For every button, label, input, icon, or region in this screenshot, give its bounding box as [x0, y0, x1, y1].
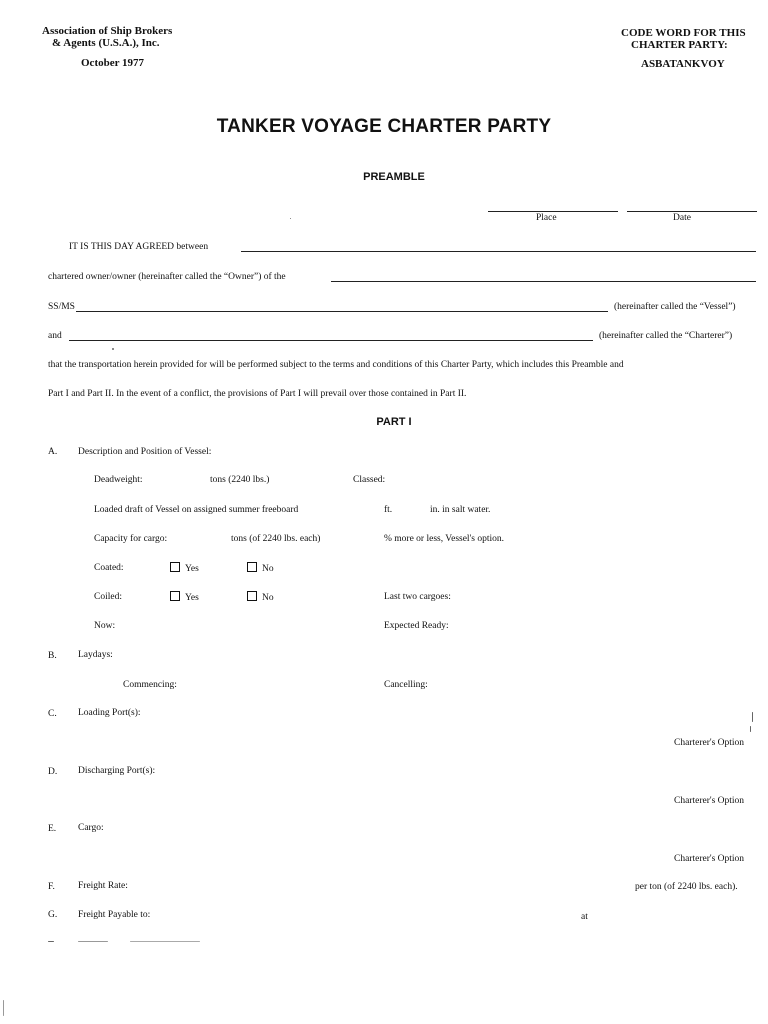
form-date: October 1977	[81, 57, 145, 69]
deadweight-unit: tons (2240 lbs.)	[210, 475, 270, 485]
org-name-line1: Association of Ship Brokers	[42, 25, 173, 37]
coiled-no-label: No	[262, 593, 274, 603]
between-party-line[interactable]	[241, 251, 756, 252]
coiled-yes-checkbox[interactable]	[170, 591, 180, 601]
section-a-label: Description and Position of Vessel:	[78, 447, 212, 457]
coated-no-checkbox[interactable]	[247, 562, 257, 572]
owner-text: chartered owner/owner (hereinafter called the “Owner”) of the	[48, 272, 286, 282]
more-or-less-label: % more or less, Vessel's option.	[384, 534, 505, 544]
discharging-ports-label: Discharging Port(s):	[78, 766, 156, 776]
freight-payable-label: Freight Payable to:	[78, 910, 151, 920]
cancelling-label: Cancelling:	[384, 680, 428, 690]
vessel-note: (hereinafter called the “Vessel”)	[614, 302, 736, 312]
code-word: ASBATANKVOY	[641, 58, 725, 70]
coated-label: Coated:	[94, 563, 124, 573]
coated-no-label: No	[262, 564, 274, 574]
loading-charterer-option: Charterer's Option	[674, 738, 745, 748]
laydays-label: Laydays:	[78, 650, 113, 660]
section-b-letter: B.	[48, 651, 57, 661]
draft-ft-label: ft.	[384, 505, 393, 515]
and-label: and	[48, 331, 62, 341]
deadweight-label: Deadweight:	[94, 475, 143, 485]
section-a-letter: A.	[48, 447, 58, 457]
cargo-label: Cargo:	[78, 823, 104, 833]
capacity-unit: tons (of 2240 lbs. each)	[231, 534, 321, 544]
ssms-label: SS/MS	[48, 302, 75, 312]
salt-water-label: in. in salt water.	[430, 505, 491, 515]
coiled-no-checkbox[interactable]	[247, 591, 257, 601]
coated-yes-checkbox[interactable]	[170, 562, 180, 572]
date-line[interactable]	[627, 211, 757, 212]
agreed-between-text: IT IS THIS DAY AGREED between	[69, 242, 209, 252]
payable-at-label: at	[581, 912, 588, 922]
section-f-letter: F.	[48, 882, 55, 892]
document-title: TANKER VOYAGE CHARTER PARTY	[216, 116, 552, 137]
expected-ready-label: Expected Ready:	[384, 621, 449, 631]
owner-line[interactable]	[331, 281, 756, 282]
date-label: Date	[673, 213, 691, 223]
capacity-label: Capacity for cargo:	[94, 534, 168, 544]
place-label: Place	[536, 213, 557, 223]
coated-yes-label: Yes	[185, 564, 199, 574]
part-i-heading: PART I	[376, 416, 412, 428]
coated-yes-option[interactable]	[170, 562, 199, 574]
discharging-charterer-option: Charterer's Option	[674, 796, 745, 806]
per-ton-label: per ton (of 2240 lbs. each).	[635, 882, 738, 892]
freight-rate-label: Freight Rate:	[78, 881, 128, 891]
coiled-yes-option[interactable]	[170, 591, 199, 603]
preamble-heading: PREAMBLE	[363, 171, 425, 183]
loaded-draft-label: Loaded draft of Vessel on assigned summer freeboard	[94, 505, 299, 515]
coiled-yes-label: Yes	[185, 593, 199, 603]
now-label: Now:	[94, 621, 116, 631]
preamble-paragraph-line2: Part I and Part II. In the event of a conflict, the provisions of Part I will prevail over those contained in Part II.	[48, 389, 467, 399]
coiled-no-option[interactable]	[247, 591, 274, 603]
section-g-letter: G.	[48, 910, 58, 920]
section-c-letter: C.	[48, 709, 57, 719]
last-two-cargoes-label: Last two cargoes:	[384, 592, 451, 602]
coated-no-option[interactable]	[247, 562, 274, 574]
section-e-letter: E.	[48, 824, 57, 834]
org-name-line2: & Agents (U.S.A.), Inc.	[52, 37, 160, 49]
commencing-label: Commencing:	[123, 680, 177, 690]
charterer-note: (hereinafter called the “Charterer”)	[599, 331, 733, 341]
code-word-label-line1: CODE WORD FOR THIS	[621, 27, 746, 39]
charterer-line[interactable]	[69, 340, 593, 341]
cargo-charterer-option: Charterer's Option	[674, 854, 745, 864]
vessel-name-line[interactable]	[76, 311, 608, 312]
place-line[interactable]	[488, 211, 618, 212]
preamble-paragraph-line1: that the transportation herein provided for will be performed subject to the terms and conditions of this Charter Party, which includes this Preamble and	[48, 360, 624, 370]
section-d-letter: D.	[48, 767, 58, 777]
code-word-label-line2: CHARTER PARTY:	[631, 39, 728, 51]
classed-label: Classed:	[353, 475, 386, 485]
loading-ports-label: Loading Port(s):	[78, 708, 141, 718]
coiled-label: Coiled:	[94, 592, 122, 602]
